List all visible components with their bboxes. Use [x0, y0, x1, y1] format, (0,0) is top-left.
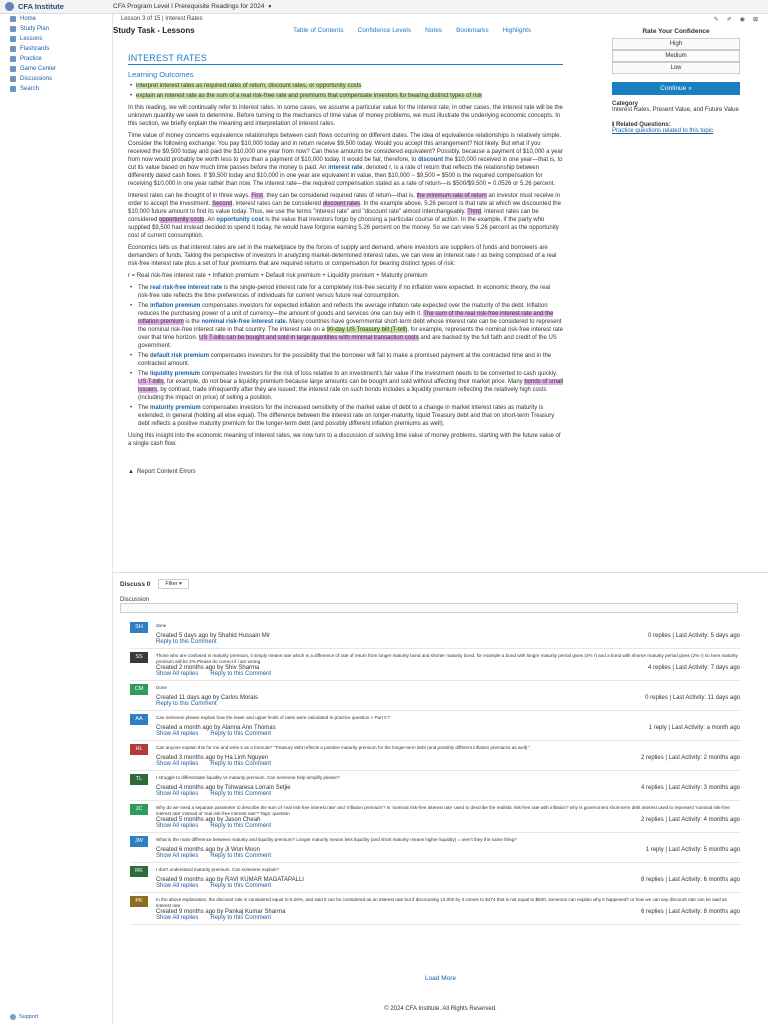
avatar: JW: [130, 836, 148, 847]
tab-notes[interactable]: Notes: [425, 26, 443, 34]
avatar: RK: [130, 866, 148, 877]
term-link[interactable]: inflation premium: [150, 303, 201, 309]
comment-links: [130, 639, 740, 648]
comment-link[interactable]: Reply to this Comment: [210, 883, 272, 889]
sidebar-item-home[interactable]: Home: [0, 14, 112, 24]
tab-bookmarks[interactable]: Bookmarks: [456, 26, 489, 34]
list-item: • The liquidity premium compensates investors for the risk of loss relative to an investment's fair value if the investment needs to be converted to cash quickly. US T-bills, for example, do not bear a liquidity premium because large amounts can be bought and sold without affecting their market price. Many bonds of small issuers, by contrast, trade infrequently after they are issued; the interest rate on such bonds includes a liquidity premium reflecting the relatively high costs (including the impact on price) of selling a position.: [128, 370, 563, 402]
lesson-tabs: [293, 27, 531, 34]
comment-meta: Created a month ago by Alanna Ann Thomas 1 reply | Last Activity: a month ago: [156, 725, 740, 731]
support-icon: [10, 1014, 16, 1020]
comment-meta: Created 9 months ago by Pankaj Kumar Sharma 6 replies | Last Activity: 8 months ago: [156, 909, 740, 915]
footer: © 2024 CFA Institute. All Rights Reserved.: [384, 1006, 497, 1012]
avatar: HL: [130, 744, 148, 755]
premium-list: [128, 284, 563, 428]
comment-link[interactable]: Show All replies: [156, 761, 199, 767]
comment-text: Why do we need a separate parameter to describe the sum of 'real risk-free interest rate' and 'inflation premium'? Is 'nominal risk-free interest rate' used to describe the realistic risk-free rate with inflation? why is government short-term debt interest used to represent 'nominal risk-free interest rate' instead of 'real risk-free interest rate'? Tags: question: [156, 805, 730, 816]
comment-links: [130, 731, 740, 740]
category-value: Interest Rates, Present Value, and Future Value: [612, 107, 739, 113]
comment-links: [130, 823, 740, 832]
confidence-title: Rate Your Confidence: [642, 28, 710, 35]
sidebar-item-lessons[interactable]: Lessons: [0, 34, 112, 44]
avatar: AA: [130, 714, 148, 725]
comment-meta: Created 2 months ago by Shiv Sharma 4 replies | Last Activity: 7 days ago: [156, 665, 740, 671]
filter-button[interactable]: Filter ▾: [158, 579, 189, 589]
comment-meta: Created 5 months ago by Jason Cheah 2 replies | Last Activity: 4 months ago: [156, 817, 740, 823]
lessons-icon: [10, 36, 16, 42]
lesson-breadcrumb: Lesson 3 of 15 | Interest Rates: [121, 16, 203, 22]
top-bar: [0, 0, 768, 14]
term-link[interactable]: nominal risk-free interest rate.: [201, 319, 288, 325]
comment-link[interactable]: Show All replies: [156, 883, 199, 889]
comment-link[interactable]: Reply to this Comment: [210, 671, 272, 677]
comment-item: [130, 771, 740, 801]
avatar: SH: [130, 622, 148, 633]
comment-meta: Created 6 months ago by Ji Won Moon 1 reply | Last Activity: 5 months ago: [156, 847, 740, 853]
comment-links: [130, 853, 740, 862]
comment-meta: Created 5 days ago by Shahid Hussain Mir 0 replies | Last Activity: 5 days ago: [156, 633, 740, 639]
avatar: CM: [130, 684, 148, 695]
confidence-low-button[interactable]: Low: [612, 62, 740, 74]
warning-icon: ▲: [128, 469, 134, 475]
discussions-icon: [10, 76, 16, 82]
comment-link[interactable]: Reply to this Comment: [210, 731, 272, 737]
paragraph: Using this insight into the economic meaning of interest rates, we now turn to a discussion of solving time value of money problems, starting with the future value of a single cash flow.: [128, 433, 561, 447]
info-icon: ℹ: [612, 122, 616, 128]
comment-links: [130, 701, 740, 710]
sidebar-item-study-plan[interactable]: Study Plan: [0, 24, 112, 34]
bookmark-icon[interactable]: ⊠: [752, 16, 758, 23]
comment-text: I don't understand maturity premium. Can someone explain?: [156, 867, 279, 872]
comment-link[interactable]: Reply to this Comment: [210, 761, 272, 767]
comment-link[interactable]: Reply to this Comment: [210, 791, 272, 797]
avatar: PK: [130, 896, 148, 907]
lesson-tools: [714, 16, 768, 23]
comment-item: [130, 619, 740, 649]
comment-meta: Created 3 months ago by Ha Linh Nguyen 2 replies | Last Activity: 2 months ago: [156, 755, 740, 761]
confidence-medium-button[interactable]: Medium: [612, 50, 740, 62]
list-item: • interpret interest rates as required rates of return, discount rates, or opportunity costs: [128, 82, 563, 90]
comment-text: I struggle to differentiate liquidity vs maturity premium. Can someone help simplify please?: [156, 775, 340, 780]
comment-link[interactable]: Reply to this Comment: [210, 823, 272, 829]
game-center-icon: [10, 66, 16, 72]
tab-table-of-contents[interactable]: Table of Contents: [293, 26, 344, 34]
comment-links: [130, 883, 740, 892]
section-heading: INTEREST RATES: [128, 54, 563, 65]
list-item: • The real risk-free interest rate is the single-period interest rate for a completely risk-free security if no inflation were expected. In economic theory, the real risk-free rate reflects the time preferences of individuals for current versus future real consumption.: [128, 284, 563, 300]
comment-link[interactable]: Reply to this Comment: [156, 701, 217, 707]
brand-name: CFA Institute: [18, 2, 64, 11]
avatar: SS: [130, 652, 148, 663]
comment-links: [130, 671, 740, 680]
comment-item: [130, 741, 740, 771]
tab-confidence-levels[interactable]: Confidence Levels: [357, 26, 412, 34]
support-link[interactable]: Support: [10, 1014, 38, 1020]
program-name: CFA Program Level I Prerequisite Readings for 2024: [113, 3, 265, 10]
list-item: • explain an interest rate as the sum of a real risk-free rate and premiums that compensate investors for bearing distinct types of risk: [128, 92, 563, 100]
comment-text: done: [156, 623, 167, 628]
sidebar-item-practice[interactable]: Practice: [0, 54, 112, 64]
comment-item: [130, 893, 740, 925]
category-label: Category: [612, 101, 639, 107]
formula: r = Real risk-free interest rate + Inflation premium + Default risk premium + Liquidity premium + Maturity premium: [128, 273, 428, 279]
discuss-label: Discuss 0: [120, 580, 151, 588]
term-link[interactable]: maturity premium: [150, 405, 201, 411]
flashcards-icon: [10, 46, 16, 52]
paragraph: Interest rates can be thought of in three ways. First, they can be considered required rates of return—that is, the minimum rate of return an investor must receive in order to accept the investment. Second, interest rates can be considered discount rates. In the example above, 5.26 percent is that rate at which we discounted the $10,000 future amount to find its value today. Thus, we use the terms "interest rate" and "discount rate" almost interchangeably. Third, interest rates can be considered opportunity costs. An opportunity cost is the value that investors forgo by choosing a particular course of action. In the example, if the party who supplied $9,500 had instead decided to spend it today, he would have forgone earning 5.26 percent on the money. So we can view 5.26 percent as the opportunity cost of current consumption.: [128, 193, 561, 239]
sidebar: [0, 14, 113, 1024]
sidebar-item-flashcards[interactable]: Flashcards: [0, 44, 112, 54]
comment-item: [130, 863, 740, 893]
comment-list: [130, 619, 740, 925]
paragraph: Time value of money concerns equivalence relationships between cash flows occurring on different dates. The idea of equivalence relationships is relatively simple. Consider the following exchange: You pay $10,000 today and in return receive $9,500 today. Would you accept this arrangement? Not likely. But what if you received the $9,500 today and paid the $10,000 one year from now? Can these amounts be considered equivalent? Possibly, because a payment of $10,000 a year from now would probably be worth less to you than a payment of $10,000 today. It would be fair, therefore, to discount the $10,000 received in one year—that is, to cut its value based on how much time passes before the money is paid. An interest rate, denoted r, is a rate of return that reflects the relationship between differently dated cash flows. If $9,500 today and $10,000 in one year are equivalent in value, then $10,000 − $9,500 = $500 is the required compensation for receiving $10,000 in one year rather than now. The interest rate—the required compensation stated as a rate of return—is $500/$9,500 = 0.0526 or 5.26 percent.: [128, 133, 563, 187]
comment-text: Can anyone explain this for me and write it as a formula? "Treasury debt reflects a positive maturity premium for the longer-term debt (and possibly different inflation premiums as well).": [156, 745, 531, 750]
comment-text: Those who are confused in maturity premium, it simply means rate which is a difference of rate of return from longer maturity bond and shorter maturity bond. for example a bond with longer maturity period gives (4% r) and a bond with shorter maturity period gives (2% r) so here maturity premium will be 2% Please do correct if i am wrong.: [156, 653, 738, 664]
sidebar-item-game-center[interactable]: Game Center: [0, 64, 112, 74]
report-errors-link[interactable]: ▲ Report Content Errors: [128, 469, 196, 475]
comment-item: [130, 711, 740, 741]
term-link[interactable]: liquidity premium: [150, 371, 201, 377]
comment-item: [130, 833, 740, 863]
chevron-down-icon: ▼: [267, 3, 273, 10]
highlight-tool-icon[interactable]: ✎: [713, 16, 719, 23]
avatar: JC: [130, 804, 148, 815]
comment-link[interactable]: Show All replies: [156, 731, 199, 737]
page-title: Study Task - Lessons: [113, 25, 195, 35]
tab-highlights[interactable]: Highlights: [502, 26, 532, 34]
comment-item: [130, 681, 740, 711]
term-link[interactable]: interest rate: [328, 165, 363, 171]
comment-link[interactable]: Show All replies: [156, 671, 199, 677]
comment-text: In the above explanation, the discount rate is considered equal to 5.26%, and said it can be considered as an interest rate but if discounting 10,000 by it comes to $474 that is not equal to $500, someone can explain why it happened? or how we can say discount rate can be said as interest rate: [156, 897, 727, 908]
eye-icon[interactable]: ◉: [739, 16, 745, 23]
comment-meta: Created 9 months ago by RAVI KUMAR MAGATAPALLI 8 replies | Last Activity: 6 months ago: [156, 877, 740, 883]
comment-link[interactable]: Reply to this Comment: [210, 853, 272, 859]
discussion-input[interactable]: [120, 603, 738, 613]
comment-link[interactable]: Reply to this Comment: [210, 915, 272, 921]
discussion-label: Discussion: [120, 597, 150, 603]
confidence-high-button[interactable]: High: [612, 38, 740, 50]
avatar: TL: [130, 774, 148, 785]
search-icon: [10, 86, 16, 92]
sidebar-item-search[interactable]: Search: [0, 84, 112, 94]
comment-item: [130, 649, 740, 681]
related-label: ℹ Related Questions:: [612, 122, 671, 128]
list-item: • The maturity premium compensates investors for the increased sensitivity of the market value of debt to a change in market interest rates as maturity is extended, in general (holding all else equal). The difference between the interest rate on longer-maturity, liquid Treasury debt and that on short-term Treasury debt reflects a positive maturity premium for the longer-term debt (and possibly different inflation premiums as well).: [128, 404, 563, 428]
comment-text: Can someone please explain how the lower and upper limits of rates were calculated in practice question > Part C?: [156, 715, 391, 720]
comment-link[interactable]: Show All replies: [156, 853, 199, 859]
comment-meta: Created 4 months ago by Tshwaresa Lorrain Setjie 4 replies | Last Activity: 3 months ago: [156, 785, 740, 791]
note-tool-icon[interactable]: ✐: [726, 16, 732, 23]
term-link[interactable]: real risk-free interest rate: [150, 285, 223, 291]
related-questions-link[interactable]: Practice questions related to this topic: [612, 128, 714, 134]
list-item: • The inflation premium compensates investors for expected inflation and reflects the average inflation rate expected over the maturity of the debt. Inflation reduces the purchasing power of a unit of currency—the amount of goods and services one can buy with it. The sum of the real risk-free interest rate and the inflation premium is the nominal risk-free interest rate. Many countries have governmental short-term debt whose interest rate can be considered to represent the nominal risk-free interest rate in that country. The interest rate on a 90-day US Treasury bill (T-bill), for example, represents the nominal risk-free interest rate over that time horizon. US T-bills can be bought and sold in large quantities with minimal transaction costs and are backed by the full faith and credit of the US government.: [128, 302, 563, 350]
comment-links: [130, 915, 740, 924]
comment-text: Done: [156, 685, 167, 690]
program-selector[interactable]: [113, 3, 272, 10]
brand[interactable]: [0, 2, 113, 11]
load-more-button[interactable]: Load More: [424, 975, 457, 982]
home-icon: [10, 16, 16, 22]
outcomes-heading: Learning Outcomes: [128, 70, 194, 79]
paragraph: Economics tells us that interest rates are set in the marketplace by the forces of supply and demand, where investors are suppliers of funds and borrowers are demanders of funds. Taking the perspective of investors in analyzing market-determined interest rates, we can view an interest rate r as being composed of a real risk-free interest rate plus a set of four premiums that are required returns or compensation for bearing distinct types of risk:: [128, 245, 557, 267]
lesson-content: [128, 54, 563, 476]
continue-button[interactable]: Continue »: [612, 82, 740, 95]
comment-link[interactable]: Show All replies: [156, 915, 199, 921]
comment-links: [130, 791, 740, 800]
discuss-bar: [113, 572, 768, 589]
comment-link[interactable]: Reply to this Comment: [156, 639, 217, 645]
comment-item: [130, 801, 740, 833]
term-link[interactable]: discount: [418, 157, 444, 163]
sidebar-item-discussions[interactable]: Discussions: [0, 74, 112, 84]
term-link[interactable]: opportunity cost: [216, 217, 264, 223]
study-plan-icon: [10, 26, 16, 32]
comment-link[interactable]: Show All replies: [156, 791, 199, 797]
practice-icon: [10, 56, 16, 62]
paragraph: In this reading, we will continually refer to interest rates. In some cases, we assume a particular value for the interest rate; in other cases, the interest rate will be the unknown quantity we seek to determine. Before turning to the mechanics of time value of money problems, we must illustrate the underlying economic concepts. In this section, we briefly explain the meaning and interpretation of interest rates.: [128, 105, 563, 127]
comment-link[interactable]: Show All replies: [156, 823, 199, 829]
discuss-count: 0: [146, 580, 151, 588]
confidence-panel: [612, 28, 740, 134]
comment-meta: Created 11 days ago by Carlos Morais 0 replies | Last Activity: 11 days ago: [156, 695, 740, 701]
comment-text: What is the main difference between maturity and liquidity premium? Longer maturity means less liquidity (and short maturity means higher liquidity) = aren't they the same thing?: [156, 837, 517, 842]
cfa-logo-icon: [5, 2, 14, 11]
list-item: • The default risk premium compensates investors for the possibility that the borrower will fail to make a promised payment at the contracted time and in the contracted amount.: [128, 352, 563, 368]
term-link[interactable]: default risk premium: [150, 353, 210, 359]
comment-links: [130, 761, 740, 770]
outcomes-list: [128, 82, 563, 100]
